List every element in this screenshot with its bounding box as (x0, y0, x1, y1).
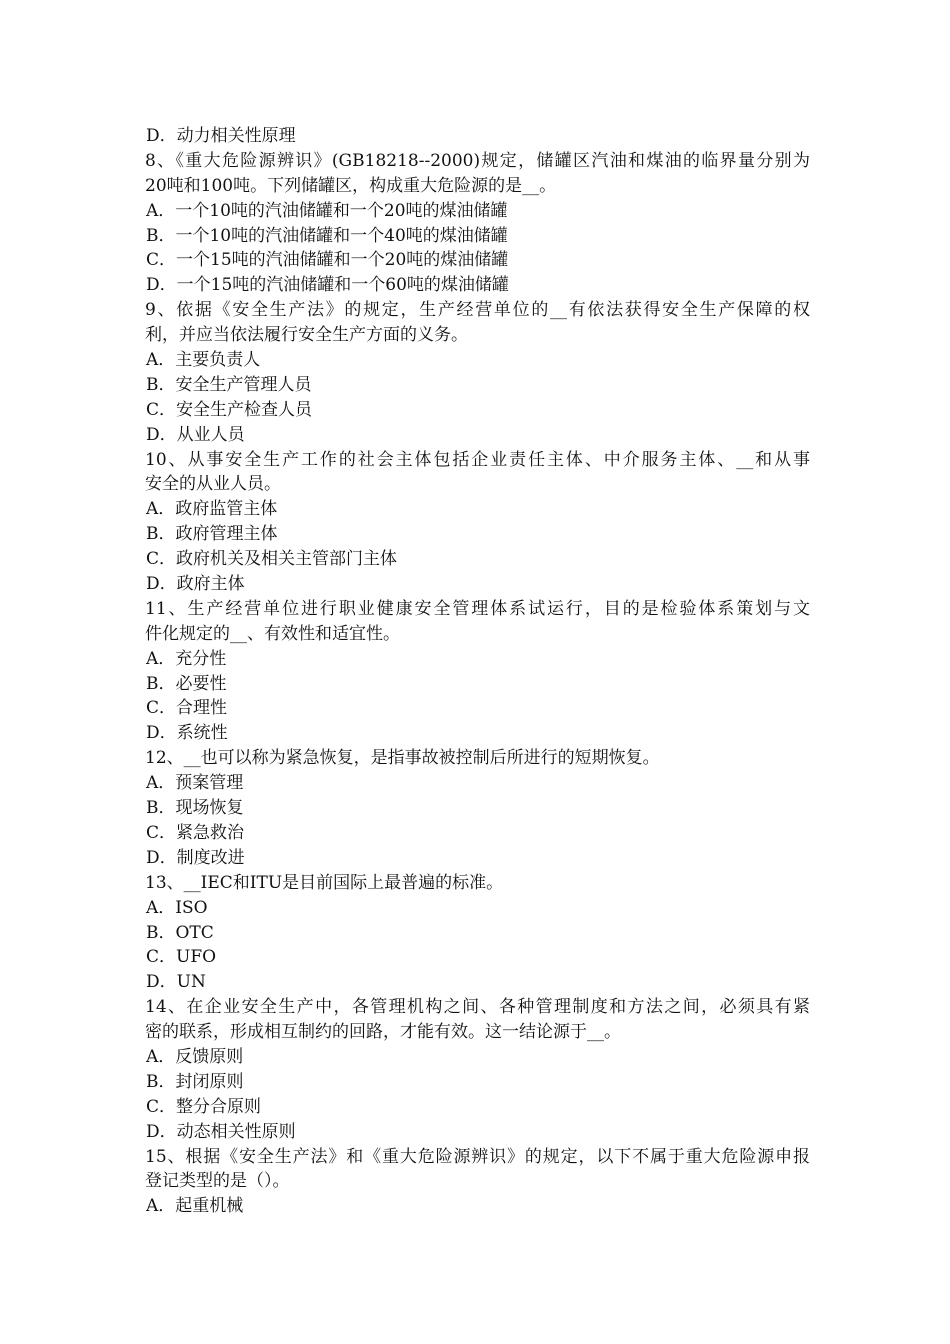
answer-option: B．安全生产管理人员 (146, 374, 312, 395)
question-text-line: 件化规定的__、有效性和适宜性。 (145, 623, 400, 644)
question-text-line: 安全的从业人员。 (145, 474, 281, 495)
answer-option: A．主要负责人 (146, 350, 261, 371)
answer-option: A．充分性 (146, 648, 227, 669)
question-text-line: 9、依据《安全生产法》的规定，生产经营单位的__有依法获得安全生产保障的权 (145, 300, 810, 321)
answer-option: D．动态相关性原则 (146, 1121, 296, 1142)
answer-option: C．UFO (146, 947, 217, 968)
question-text-line: 8、《重大危险源辨识》(GB18218--2000)规定，储罐区汽油和煤油的临界量分别为 (145, 150, 810, 171)
answer-option: B．政府管理主体 (146, 524, 278, 545)
question-text-line: 14、在企业安全生产中，各管理机构之间、各种管理制度和方法之间，必须具有紧 (145, 997, 810, 1018)
answer-option: D．制度改进 (146, 847, 245, 868)
question-text-line: 登记类型的是（）。 (145, 1171, 290, 1192)
answer-option: C．紧急救治 (146, 822, 245, 843)
answer-option: D．动力相关性原理 (146, 126, 296, 146)
answer-option: A．政府监管主体 (146, 499, 278, 520)
answer-option: B．OTC (146, 922, 214, 943)
question-text-line: 密的联系，形成相互制约的回路，才能有效。这一结论源于__。 (145, 1022, 621, 1043)
answer-option: C．政府机关及相关主管部门主体 (146, 549, 398, 570)
document-page (145, 124, 810, 1219)
question-text-line: 15、根据《安全生产法》和《重大危险源辨识》的规定，以下不属于重大危险源申报 (145, 1146, 810, 1167)
answer-option: A．ISO (146, 897, 208, 918)
question-text-line: 利，并应当依法履行安全生产方面的义务。 (145, 325, 468, 346)
answer-option: B．现场恢复 (146, 798, 244, 819)
answer-option: D．一个15吨的汽油储罐和一个60吨的煤油储罐 (146, 275, 509, 296)
answer-option: C．合理性 (146, 698, 228, 719)
answer-option: B．一个10吨的汽油储罐和一个40吨的煤油储罐 (146, 225, 508, 246)
answer-option: D．从业人员 (146, 424, 245, 445)
answer-option: A．反馈原则 (146, 1046, 244, 1067)
question-text-line: 10、从事安全生产工作的社会主体包括企业责任主体、中介服务主体、__和从事 (145, 449, 810, 470)
question-text-line: 13、__IEC和ITU是目前国际上最普遍的标准。 (145, 872, 504, 893)
question-text-line: 11、生产经营单位进行职业健康安全管理体系试运行，目的是检验体系策划与文 (145, 598, 810, 619)
question-text-line: 12、__也可以称为紧急恢复，是指事故被控制后所进行的短期恢复。 (145, 748, 660, 769)
answer-option: A．一个10吨的汽油储罐和一个20吨的煤油储罐 (146, 200, 508, 221)
answer-option: A．起重机械 (146, 1196, 244, 1217)
answer-option: C．安全生产检查人员 (146, 399, 313, 420)
answer-option: D．系统性 (146, 723, 228, 744)
answer-option: C．整分合原则 (146, 1096, 262, 1117)
answer-option: A．预案管理 (146, 773, 244, 794)
answer-option: C．一个15吨的汽油储罐和一个20吨的煤油储罐 (146, 250, 509, 271)
question-text-line: 20吨和100吨。下列储罐区，构成重大危险源的是__。 (145, 175, 557, 196)
answer-option: D．政府主体 (146, 574, 245, 595)
answer-option: B．封闭原则 (146, 1071, 244, 1092)
answer-option: D．UN (146, 972, 206, 993)
answer-option: B．必要性 (146, 673, 227, 694)
